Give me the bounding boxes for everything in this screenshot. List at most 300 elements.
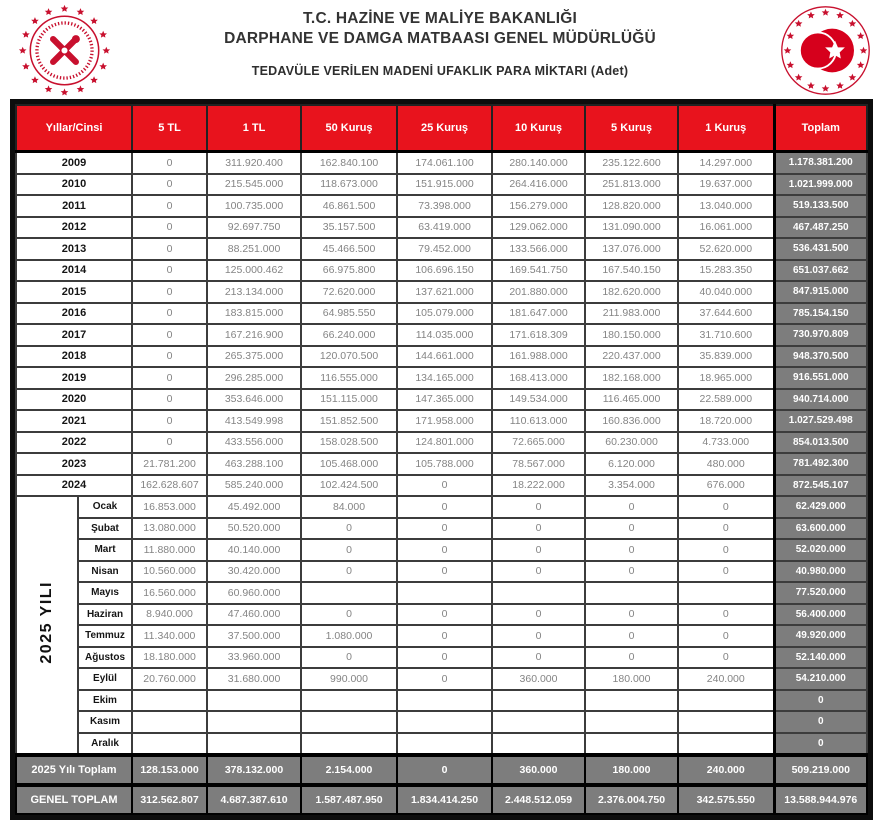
value-cell: 0 [678, 647, 774, 669]
table-row-year [16, 453, 867, 475]
col-header-5tl: 5 TL [132, 105, 207, 152]
value-cell: 264.416.000 [492, 174, 585, 196]
month-label: Mayıs [78, 582, 132, 604]
year-label: 2015 [16, 281, 132, 303]
value-cell: 1.080.000 [301, 625, 397, 647]
value-cell: 0 [132, 152, 207, 174]
value-cell: 120.070.500 [301, 346, 397, 368]
table-row-month [16, 518, 867, 540]
value-cell [492, 690, 585, 712]
row-total-cell: 916.551.000 [774, 367, 867, 389]
row-total-cell: 948.370.500 [774, 346, 867, 368]
value-cell: 151.852.500 [301, 410, 397, 432]
coin-circulation-table-container [10, 99, 873, 820]
value-cell: 21.781.200 [132, 453, 207, 475]
value-cell: 167.540.150 [585, 260, 678, 282]
row-total-cell: 536.431.500 [774, 238, 867, 260]
year-label: 2016 [16, 303, 132, 325]
value-cell: 88.251.000 [207, 238, 301, 260]
value-cell: 66.975.800 [301, 260, 397, 282]
value-cell: 3.354.000 [585, 475, 678, 497]
value-cell: 156.279.000 [492, 195, 585, 217]
value-cell: 0 [585, 625, 678, 647]
month-label: Kasım [78, 711, 132, 733]
value-cell: 105.079.000 [397, 303, 492, 325]
value-cell: 0 [678, 539, 774, 561]
value-cell [132, 733, 207, 756]
value-cell: 0 [492, 518, 585, 540]
value-cell: 137.076.000 [585, 238, 678, 260]
table-row-year [16, 195, 867, 217]
month-label: Temmuz [78, 625, 132, 647]
table-row-month [16, 539, 867, 561]
value-cell: 11.880.000 [132, 539, 207, 561]
value-cell: 114.035.000 [397, 324, 492, 346]
row-total-cell: 872.545.107 [774, 475, 867, 497]
table-row-year [16, 174, 867, 196]
value-cell: 0 [585, 604, 678, 626]
table-row-month [16, 668, 867, 690]
table-row-2025-total [16, 755, 867, 785]
value-cell: 125.000.462 [207, 260, 301, 282]
value-cell: 105.788.000 [397, 453, 492, 475]
value-cell: 0 [492, 625, 585, 647]
value-cell: 16.560.000 [132, 582, 207, 604]
row-total-cell: 785.154.150 [774, 303, 867, 325]
value-cell: 45.466.500 [301, 238, 397, 260]
value-cell [678, 582, 774, 604]
table-row-year [16, 410, 867, 432]
table-row-year [16, 475, 867, 497]
value-cell: 15.283.350 [678, 260, 774, 282]
row-total-cell: 847.915.000 [774, 281, 867, 303]
value-cell: 990.000 [301, 668, 397, 690]
value-cell [207, 733, 301, 756]
row-total-cell: 1.027.529.498 [774, 410, 867, 432]
value-cell: 0 [301, 604, 397, 626]
value-cell: 50.520.000 [207, 518, 301, 540]
value-cell [585, 711, 678, 733]
value-cell: 63.419.000 [397, 217, 492, 239]
value-cell: 110.613.000 [492, 410, 585, 432]
value-cell: 78.567.000 [492, 453, 585, 475]
row-total-cell: 62.429.000 [774, 496, 867, 518]
value-cell: 220.437.000 [585, 346, 678, 368]
value-cell: 149.534.000 [492, 389, 585, 411]
month-label: Nisan [78, 561, 132, 583]
value-cell: 0 [585, 561, 678, 583]
value-cell: 16.061.000 [678, 217, 774, 239]
value-cell [492, 711, 585, 733]
value-cell: 0 [132, 324, 207, 346]
value-cell: 0 [492, 539, 585, 561]
value-cell: 105.468.000 [301, 453, 397, 475]
value-cell: 0 [397, 668, 492, 690]
value-cell: 171.958.000 [397, 410, 492, 432]
value-cell: 13.040.000 [678, 195, 774, 217]
value-cell: 0 [492, 647, 585, 669]
total-value-cell: 1.834.414.250 [397, 785, 492, 814]
table-row-year [16, 238, 867, 260]
page-title-line2: DARPHANE VE DAMGA MATBAASI GENEL MÜDÜRLÜĞÜ [224, 30, 656, 47]
value-cell: 106.696.150 [397, 260, 492, 282]
value-cell: 131.090.000 [585, 217, 678, 239]
value-cell: 235.122.600 [585, 152, 678, 174]
value-cell [397, 733, 492, 756]
value-cell: 167.216.900 [207, 324, 301, 346]
row-total-cell: 0 [774, 733, 867, 756]
value-cell [132, 690, 207, 712]
value-cell: 251.813.000 [585, 174, 678, 196]
table-row-month [16, 561, 867, 583]
row-total-cell: 56.400.000 [774, 604, 867, 626]
value-cell: 0 [397, 647, 492, 669]
value-cell: 84.000 [301, 496, 397, 518]
table-row-year [16, 346, 867, 368]
total-value-cell: 360.000 [492, 755, 585, 785]
value-cell [397, 711, 492, 733]
value-cell: 0 [132, 410, 207, 432]
year-label: 2014 [16, 260, 132, 282]
value-cell: 0 [585, 539, 678, 561]
value-cell: 0 [132, 238, 207, 260]
table-row-year [16, 432, 867, 454]
value-cell: 72.620.000 [301, 281, 397, 303]
year-label: 2022 [16, 432, 132, 454]
row-total-cell: 40.980.000 [774, 561, 867, 583]
value-cell: 10.560.000 [132, 561, 207, 583]
total-value-cell: 2.448.512.059 [492, 785, 585, 814]
row-total-cell: 0 [774, 711, 867, 733]
value-cell: 129.062.000 [492, 217, 585, 239]
month-label: Eylül [78, 668, 132, 690]
total-value-cell: 1.587.487.950 [301, 785, 397, 814]
value-cell: 18.180.000 [132, 647, 207, 669]
year-label: 2023 [16, 453, 132, 475]
table-row-year [16, 324, 867, 346]
year-label: 2018 [16, 346, 132, 368]
value-cell: 160.836.000 [585, 410, 678, 432]
value-cell: 79.452.000 [397, 238, 492, 260]
value-cell: 0 [132, 195, 207, 217]
value-cell: 18.720.000 [678, 410, 774, 432]
value-cell [301, 733, 397, 756]
value-cell: 0 [678, 496, 774, 518]
value-cell: 60.230.000 [585, 432, 678, 454]
year-label: 2012 [16, 217, 132, 239]
total-value-cell: 180.000 [585, 755, 678, 785]
value-cell: 162.628.607 [132, 475, 207, 497]
value-cell: 0 [301, 518, 397, 540]
value-cell: 20.760.000 [132, 668, 207, 690]
month-label: Şubat [78, 518, 132, 540]
titles [0, 0, 880, 78]
value-cell: 0 [132, 303, 207, 325]
row-total-cell: 467.487.250 [774, 217, 867, 239]
total-value-cell: 378.132.000 [207, 755, 301, 785]
row-total-cell: 781.492.300 [774, 453, 867, 475]
row-total-cell: 730.970.809 [774, 324, 867, 346]
value-cell [207, 690, 301, 712]
month-label: Ekim [78, 690, 132, 712]
row-total-cell: 77.520.000 [774, 582, 867, 604]
total-value-cell: 342.575.550 [678, 785, 774, 814]
total-value-cell: 2.376.004.750 [585, 785, 678, 814]
value-cell: 31.680.000 [207, 668, 301, 690]
row-total-cell: 0 [774, 690, 867, 712]
total-value-cell: 0 [397, 755, 492, 785]
value-cell: 161.988.000 [492, 346, 585, 368]
value-cell: 147.365.000 [397, 389, 492, 411]
value-cell: 463.288.100 [207, 453, 301, 475]
value-cell: 64.985.550 [301, 303, 397, 325]
value-cell: 0 [585, 647, 678, 669]
value-cell: 46.861.500 [301, 195, 397, 217]
year-label: 2013 [16, 238, 132, 260]
value-cell: 0 [492, 496, 585, 518]
value-cell [678, 733, 774, 756]
value-cell: 0 [585, 496, 678, 518]
value-cell: 8.940.000 [132, 604, 207, 626]
table-row-month [16, 604, 867, 626]
value-cell: 0 [397, 518, 492, 540]
col-header-1tl: 1 TL [207, 105, 301, 152]
month-label: Mart [78, 539, 132, 561]
value-cell: 0 [492, 604, 585, 626]
value-cell: 35.839.000 [678, 346, 774, 368]
value-cell: 181.647.000 [492, 303, 585, 325]
table-row-year [16, 303, 867, 325]
value-cell [585, 690, 678, 712]
value-cell: 37.644.600 [678, 303, 774, 325]
value-cell: 133.566.000 [492, 238, 585, 260]
table-row-month [16, 690, 867, 712]
value-cell: 360.000 [492, 668, 585, 690]
year-label: 2021 [16, 410, 132, 432]
month-label: Aralık [78, 733, 132, 756]
value-cell: 45.492.000 [207, 496, 301, 518]
value-cell: 158.028.500 [301, 432, 397, 454]
value-cell: 0 [678, 604, 774, 626]
value-cell: 124.801.000 [397, 432, 492, 454]
grand-total-cell: 509.219.000 [774, 755, 867, 785]
row-total-cell: 651.037.662 [774, 260, 867, 282]
value-cell: 0 [678, 518, 774, 540]
value-cell: 0 [132, 389, 207, 411]
row-total-cell: 52.140.000 [774, 647, 867, 669]
value-cell: 0 [301, 539, 397, 561]
total-value-cell: 240.000 [678, 755, 774, 785]
value-cell: 72.665.000 [492, 432, 585, 454]
value-cell: 137.621.000 [397, 281, 492, 303]
grand-total-cell: 13.588.944.976 [774, 785, 867, 814]
value-cell: 151.915.000 [397, 174, 492, 196]
year-label: 2017 [16, 324, 132, 346]
year-label: 2020 [16, 389, 132, 411]
value-cell: 40.140.000 [207, 539, 301, 561]
table-row-year [16, 281, 867, 303]
page-subtitle: TEDAVÜLE VERİLEN MADENİ UFAKLIK PARA MİKTARI (Adet) [251, 64, 629, 78]
col-header-50kurus: 50 Kuruş [301, 105, 397, 152]
table-row-year [16, 389, 867, 411]
value-cell: 265.375.000 [207, 346, 301, 368]
value-cell: 33.960.000 [207, 647, 301, 669]
value-cell: 102.424.500 [301, 475, 397, 497]
value-cell: 0 [301, 561, 397, 583]
value-cell [585, 733, 678, 756]
value-cell: 180.150.000 [585, 324, 678, 346]
year-label: 2011 [16, 195, 132, 217]
value-cell: 4.733.000 [678, 432, 774, 454]
value-cell: 183.815.000 [207, 303, 301, 325]
total-row-label: 2025 Yılı Toplam [16, 755, 132, 785]
value-cell: 201.880.000 [492, 281, 585, 303]
table-row-month [16, 496, 867, 518]
row-total-cell: 519.133.500 [774, 195, 867, 217]
value-cell [132, 711, 207, 733]
total-row-label: GENEL TOPLAM [16, 785, 132, 814]
value-cell: 30.420.000 [207, 561, 301, 583]
year-2025-vertical-label: 2025 YILI [38, 581, 55, 664]
value-cell [301, 711, 397, 733]
total-value-cell: 312.562.807 [132, 785, 207, 814]
value-cell: 585.240.000 [207, 475, 301, 497]
value-cell: 134.165.000 [397, 367, 492, 389]
value-cell: 118.673.000 [301, 174, 397, 196]
value-cell: 0 [301, 647, 397, 669]
hazine-maliye-logo-icon [778, 3, 873, 98]
month-label: Ağustos [78, 647, 132, 669]
value-cell: 16.853.000 [132, 496, 207, 518]
value-cell: 47.460.000 [207, 604, 301, 626]
row-total-cell: 63.600.000 [774, 518, 867, 540]
value-cell: 18.965.000 [678, 367, 774, 389]
row-total-cell: 52.020.000 [774, 539, 867, 561]
value-cell: 182.168.000 [585, 367, 678, 389]
value-cell: 0 [492, 561, 585, 583]
value-cell: 0 [397, 475, 492, 497]
value-cell: 215.545.000 [207, 174, 301, 196]
value-cell: 180.000 [585, 668, 678, 690]
value-cell: 100.735.000 [207, 195, 301, 217]
table-row-year [16, 217, 867, 239]
value-cell: 73.398.000 [397, 195, 492, 217]
total-value-cell: 4.687.387.610 [207, 785, 301, 814]
value-cell: 40.040.000 [678, 281, 774, 303]
year-label: 2010 [16, 174, 132, 196]
value-cell: 66.240.000 [301, 324, 397, 346]
col-header-10kurus: 10 Kuruş [492, 105, 585, 152]
month-label: Ocak [78, 496, 132, 518]
value-cell [397, 690, 492, 712]
col-header-5kurus: 5 Kuruş [585, 105, 678, 152]
total-value-cell: 128.153.000 [132, 755, 207, 785]
value-cell: 14.297.000 [678, 152, 774, 174]
month-label: Haziran [78, 604, 132, 626]
table-row-year [16, 367, 867, 389]
value-cell: 0 [132, 260, 207, 282]
value-cell: 144.661.000 [397, 346, 492, 368]
table-row-month [16, 733, 867, 756]
value-cell: 92.697.750 [207, 217, 301, 239]
value-cell: 480.000 [678, 453, 774, 475]
year-2025-vertical-cell [16, 496, 78, 755]
value-cell: 413.549.998 [207, 410, 301, 432]
value-cell: 0 [397, 625, 492, 647]
value-cell: 18.222.000 [492, 475, 585, 497]
value-cell [585, 582, 678, 604]
table-body [16, 152, 867, 815]
value-cell [492, 582, 585, 604]
value-cell: 0 [132, 346, 207, 368]
value-cell: 676.000 [678, 475, 774, 497]
value-cell: 128.820.000 [585, 195, 678, 217]
value-cell: 168.413.000 [492, 367, 585, 389]
row-total-cell: 940.714.000 [774, 389, 867, 411]
row-total-cell: 1.021.999.000 [774, 174, 867, 196]
value-cell [301, 582, 397, 604]
value-cell: 311.920.400 [207, 152, 301, 174]
row-total-cell: 854.013.500 [774, 432, 867, 454]
value-cell: 37.500.000 [207, 625, 301, 647]
value-cell: 211.983.000 [585, 303, 678, 325]
value-cell [207, 711, 301, 733]
year-label: 2024 [16, 475, 132, 497]
value-cell: 116.465.000 [585, 389, 678, 411]
table-row-year [16, 260, 867, 282]
value-cell: 6.120.000 [585, 453, 678, 475]
value-cell: 22.589.000 [678, 389, 774, 411]
table-row-year [16, 152, 867, 174]
page-title-line1: T.C. HAZİNE VE MALİYE BAKANLIĞI [302, 10, 577, 27]
value-cell: 213.134.000 [207, 281, 301, 303]
value-cell [678, 711, 774, 733]
value-cell: 0 [132, 367, 207, 389]
value-cell: 0 [397, 539, 492, 561]
col-header-25kurus: 25 Kuruş [397, 105, 492, 152]
row-total-cell: 54.210.000 [774, 668, 867, 690]
value-cell: 0 [397, 604, 492, 626]
table-row-month [16, 625, 867, 647]
row-total-cell: 1.178.381.200 [774, 152, 867, 174]
value-cell: 433.556.000 [207, 432, 301, 454]
value-cell: 240.000 [678, 668, 774, 690]
col-header-years: Yıllar/Cinsi [16, 105, 132, 152]
value-cell: 60.960.000 [207, 582, 301, 604]
value-cell: 174.061.100 [397, 152, 492, 174]
value-cell [678, 690, 774, 712]
table-row-grand-total [16, 785, 867, 814]
value-cell: 19.637.000 [678, 174, 774, 196]
value-cell [301, 690, 397, 712]
table-row-month [16, 582, 867, 604]
value-cell: 0 [585, 518, 678, 540]
total-value-cell: 2.154.000 [301, 755, 397, 785]
col-header-toplam: Toplam [774, 105, 867, 152]
value-cell: 151.115.000 [301, 389, 397, 411]
value-cell: 353.646.000 [207, 389, 301, 411]
year-label: 2009 [16, 152, 132, 174]
value-cell: 280.140.000 [492, 152, 585, 174]
value-cell: 0 [132, 281, 207, 303]
value-cell: 171.618.309 [492, 324, 585, 346]
value-cell [492, 733, 585, 756]
value-cell: 35.157.500 [301, 217, 397, 239]
coin-circulation-table [15, 104, 868, 815]
value-cell: 0 [678, 561, 774, 583]
page-header [0, 0, 880, 99]
value-cell: 296.285.000 [207, 367, 301, 389]
